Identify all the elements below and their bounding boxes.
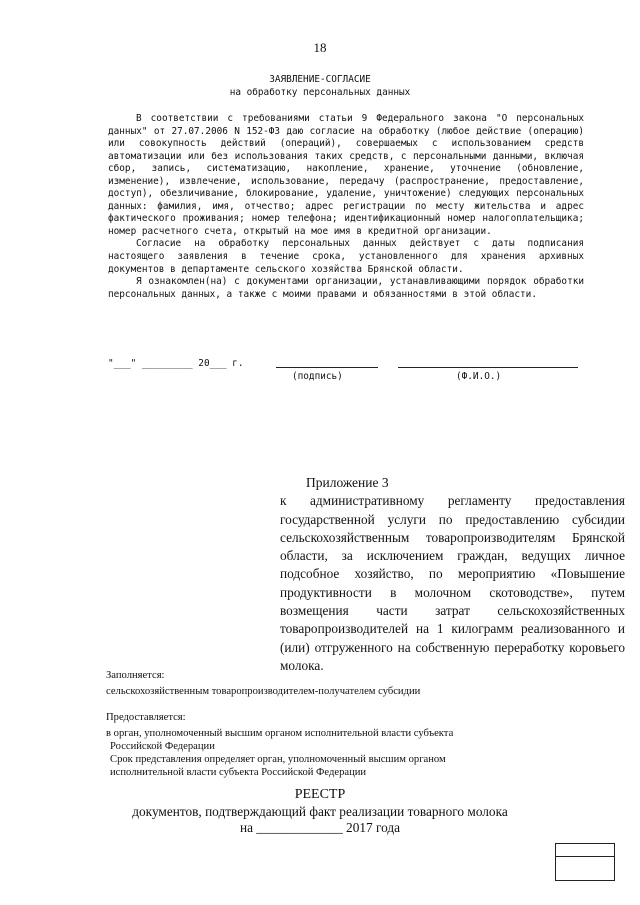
appendix-heading: Приложение 3 — [306, 475, 389, 490]
deadline-line-1: Срок представления определяет орган, уполномоченный высшим органом — [110, 754, 446, 765]
signature-row — [108, 358, 588, 388]
registry-date-line: на _____________ 2017 года — [239, 820, 401, 835]
date-line: "___" _________ 20___ г. — [108, 358, 244, 369]
registry-title: РЕЕСТР — [294, 787, 346, 802]
page-number: 18 — [313, 40, 327, 55]
submitted-to-line-1: в орган, уполномоченный высшим органом исполнительной власти субъекта — [106, 728, 454, 739]
name-caption: (Ф.И.О.) — [456, 371, 502, 382]
form-code-box-divider — [556, 856, 614, 857]
consent-title: ЗАЯВЛЕНИЕ-СОГЛАСИЕ — [269, 74, 371, 85]
submitted-label: Предоставляется: — [106, 712, 186, 723]
name-line — [398, 367, 578, 368]
consent-paragraph-3: Я ознакомлен(на) с документами организации, устанавливающими порядок обработки персональных данных, а также с моими правами и обязанностями в этой области. — [108, 276, 584, 300]
form-code-box — [555, 843, 615, 881]
appendix-text: к административному регламенту предоставления государственной услуги по предоставлению субсидии сельскохозяйственным товаропроизводителям Брянской области, за исключением граждан, ведущих личное подсобное хозяйство, по мероприятию «Повышение продуктивности в молочном скотоводстве», путем возмещения части затрат сельскохозяйственных товаропроизводителей на 1 килограмм реализованного и (или) отгруженного на собственную переработку коровьего молока. — [280, 493, 625, 673]
consent-body — [108, 113, 584, 301]
submitted-to-line-2: Российской Федерации — [110, 741, 215, 752]
signature-line — [276, 367, 378, 368]
registry-subtitle: документов, подтверждающий факт реализации товарного молока — [132, 804, 508, 819]
filled-label: Заполняется: — [106, 670, 165, 681]
consent-subtitle: на обработку персональных данных — [229, 87, 411, 98]
consent-paragraph-1: В соответствии с требованиями статьи 9 Федерального закона "О персональных данных" от 27.07.2006 N 152-ФЗ даю согласие на обработку (любое действие (операцию) или совокупность действий (операций), совершаемых с использованием средств автоматизации или без использования таких средств, с персональными данными, включая сбор, запись, систематизацию, накопление, хранение, уточнение (обновление, изменение), извлечение, использование, передачу (распространение, предоставление, доступ), обезличивание, блокирование, удаление, уничтожение) следующих персональных данных: фамилия, имя, отчество; адрес регистрации по месту жительства и адрес фактического проживания; номер телефона; идентификационный номер налогоплательщика; номер расчетного счета, открытый на мое имя в кредитной организации. — [108, 113, 584, 237]
consent-paragraph-2: Согласие на обработку персональных данных действует с даты подписания настоящего заявления в течение срока, установленного для хранения архивных документов в департаменте сельского хозяйства Брянской области. — [108, 238, 584, 275]
deadline-line-2: исполнительной власти субъекта Российской Федерации — [110, 767, 367, 778]
signature-caption: (подпись) — [292, 371, 343, 382]
filled-by: сельскохозяйственным товаропроизводителем-получателем субсидии — [106, 686, 421, 697]
appendix-block — [280, 474, 625, 675]
